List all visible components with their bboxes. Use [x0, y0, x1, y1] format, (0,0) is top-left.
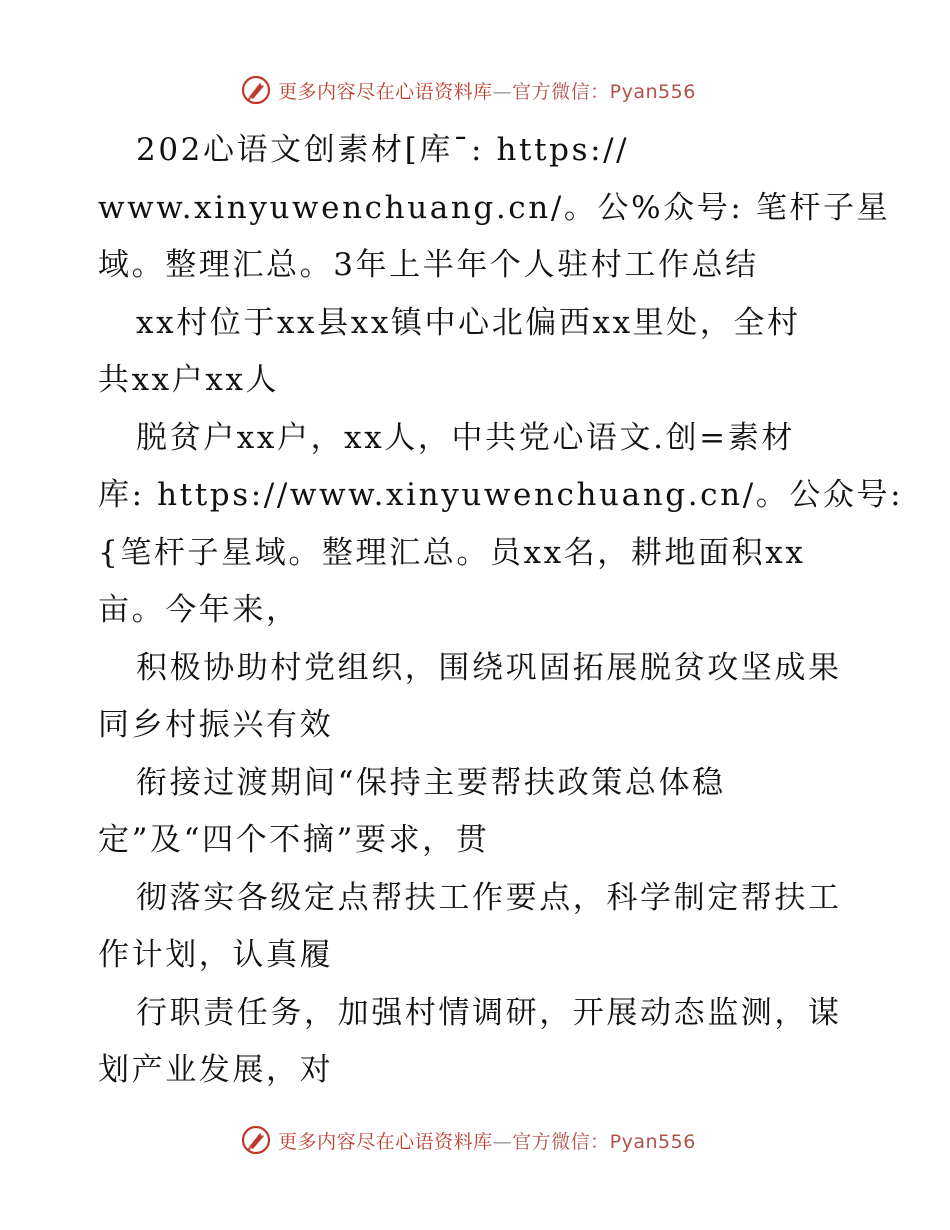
watermark-separator: —: [492, 1130, 513, 1153]
text-line: 划产业发展，对: [98, 1052, 334, 1088]
watermark-contact: 官方微信：Pyan556: [512, 1130, 696, 1153]
document-body: [98, 122, 904, 1100]
watermark-group: [240, 1124, 696, 1156]
text-line: 域。整理汇总。3年上半年个人驻村工作总结: [98, 247, 759, 283]
watermark-contact: 官方微信：Pyan556: [512, 80, 696, 103]
document-text: [98, 122, 904, 1100]
text-line: 共xx户xx人: [98, 362, 280, 398]
text-line: 衔接过渡期间“保持主要帮扶政策总体稳: [136, 764, 726, 801]
watermark-text: [278, 77, 696, 104]
footer-watermark: [0, 1120, 950, 1160]
text-line: 脱贫户xx户，xx人，中共党心语文.创=素材: [136, 419, 795, 456]
text-line: www.xinyuwenchuang.cn/。公%众号: 笔杆子星: [98, 189, 891, 226]
text-line: {笔杆子星域。整理汇总。员xx名，耕地面积xx: [98, 534, 806, 571]
text-line: 定”及“四个不摘”要求，贯: [98, 822, 490, 858]
watermark-text: [278, 1127, 696, 1154]
text-line: 202心语文创素材[库¯: https://: [136, 132, 630, 168]
text-line: 行职责任务，加强村情调研，开展动态监测，谋: [136, 994, 842, 1031]
pen-logo-icon: [240, 74, 272, 106]
watermark-main: 更多内容尽在心语资料库: [278, 1130, 493, 1153]
text-line: xx村位于xx县xx镇中心北偏西xx里处，全村: [136, 304, 801, 341]
text-line: 积极协助村党组织，围绕巩固拓展脱贫攻坚成果: [136, 649, 842, 686]
header-watermark: [0, 70, 950, 110]
text-line: 同乡村振兴有效: [98, 707, 334, 743]
watermark-main: 更多内容尽在心语资料库: [278, 80, 493, 103]
text-line: 库: https://www.xinyuwenchuang.cn/。公众号:: [98, 477, 904, 513]
text-line: 亩。今年来，: [98, 592, 300, 628]
text-line: 彻落实各级定点帮扶工作要点，科学制定帮扶工: [136, 879, 842, 916]
text-line: 作计划，认真履: [98, 937, 334, 973]
watermark-group: [240, 74, 696, 106]
pen-logo-icon: [240, 1124, 272, 1156]
watermark-separator: —: [492, 80, 513, 103]
